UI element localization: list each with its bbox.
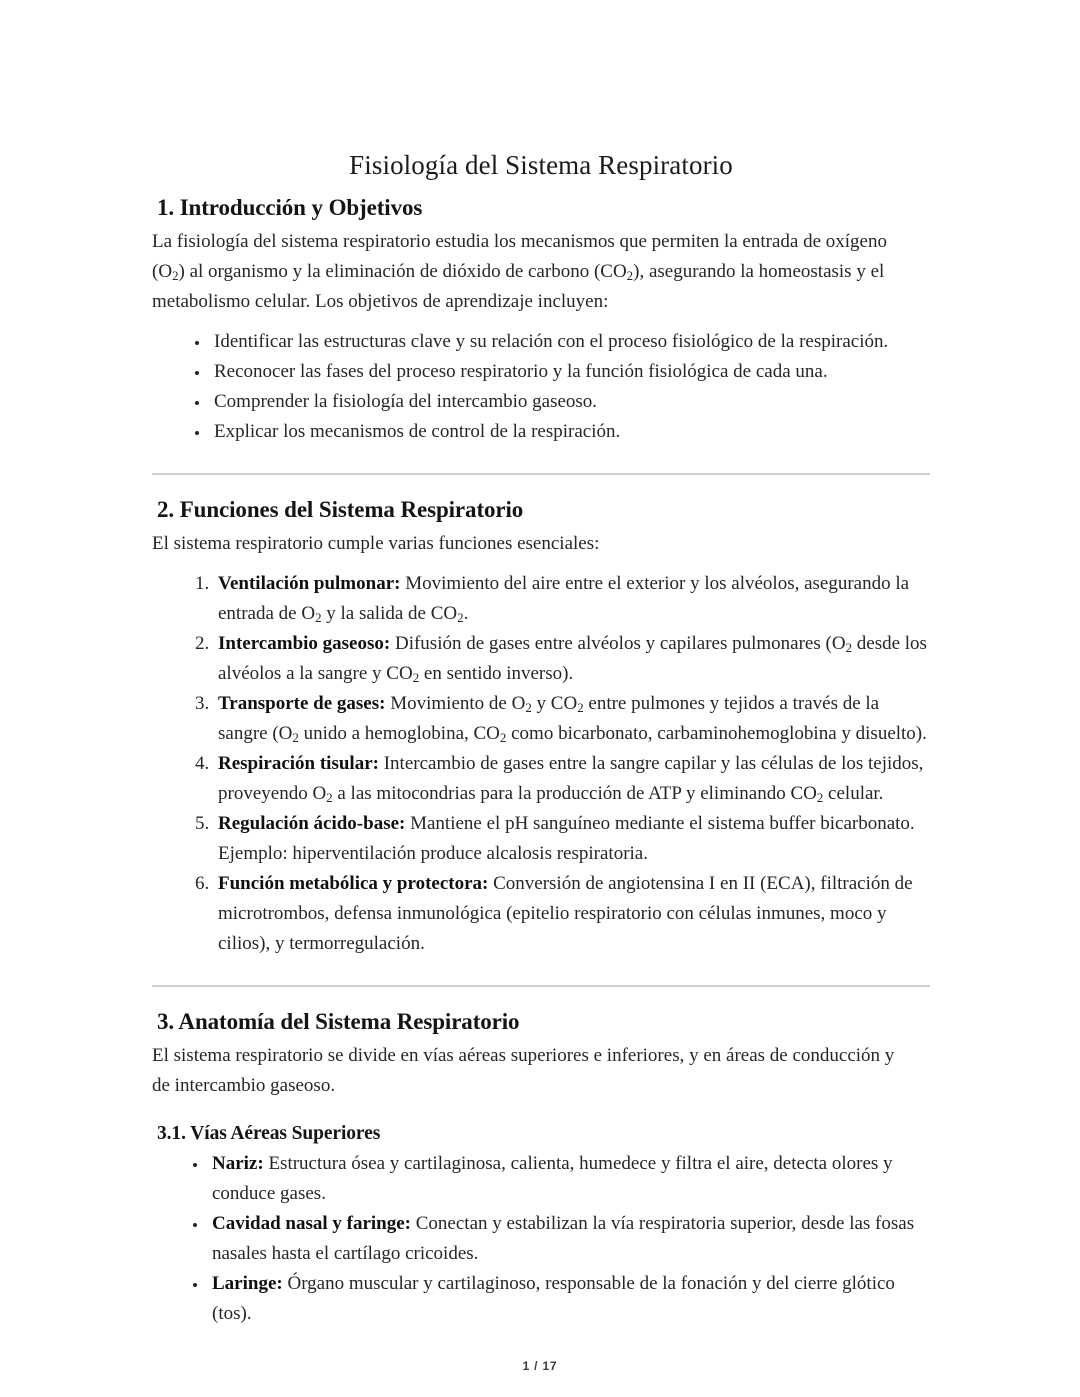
list-item-text: Estructura ósea y cartilaginosa, calienta, humedece y filtra el aire, detecta olores y conduce gases. (212, 1153, 893, 1204)
list-item (214, 569, 930, 629)
list-item-term: Respiración tisular: (218, 753, 379, 774)
list-item-text-2: y CO (531, 693, 578, 714)
list-item (214, 749, 930, 809)
list-item (214, 689, 930, 749)
subscript-co2: 2 (412, 669, 420, 685)
list-item-term: Transporte de gases: (218, 693, 386, 714)
subscript-o2: 2 (326, 789, 333, 805)
list-item (208, 1209, 930, 1269)
list-item (214, 869, 930, 959)
intro-text-part-2: ) al organismo y la eliminación de dióxido de carbono (CO (178, 261, 627, 282)
subscript-o2: 2 (525, 699, 532, 715)
list-item-text-2: a las mitocondrias para la producción de ATP y eliminando CO (332, 783, 817, 804)
list-item: • Comprender la fisiología del intercambio gaseoso. (210, 387, 910, 417)
list-item (208, 1269, 930, 1329)
list-item-text-3: celular. (823, 783, 884, 804)
intro-text-part-3: ), asegurando la homeostasis y el metabolismo celular. Los objetivos de aprendizaje incluyen: (152, 261, 885, 312)
intro-text-part-1: La fisiología del sistema respiratorio estudia los mecanismos que permiten la entrada de oxígeno (O (152, 231, 887, 282)
subscript-co2-1: 2 (626, 267, 634, 283)
functions-list (152, 569, 930, 959)
list-item-term: Ventilación pulmonar: (218, 573, 401, 594)
objectives-list (152, 327, 910, 447)
section-3-intro-paragraph: El sistema respiratorio se divide en vías aéreas superiores e inferiores, y en áreas de conducción y de intercambio gaseoso. (152, 1045, 895, 1096)
list-item: • Explicar los mecanismos de control de la respiración. (210, 417, 910, 447)
subscript-o2-1: 2 (172, 267, 179, 283)
list-item-text-1: Difusión de gases entre alvéolos y capilares pulmonares (O (390, 633, 846, 654)
list-item-text-1: Mantiene el pH sanguíneo mediante el sistema buffer bicarbonato. Ejemplo: hiperventilación produce alcalosis respiratoria. (218, 813, 915, 864)
list-item-term: Nariz: (212, 1153, 264, 1174)
list-item-text-3: entre pulmones y tejidos a través de la sangre (O (218, 693, 880, 744)
list-item-text-5: como bicarbonato, carbaminohemoglobina y disuelto). (506, 723, 927, 744)
section-2-intro-paragraph: El sistema respiratorio cumple varias funciones esenciales: (152, 533, 600, 554)
subscript-o2-b: 2 (292, 729, 299, 745)
list-item-text-3: en sentido inverso). (419, 663, 574, 684)
list-item-term: Regulación ácido-base: (218, 813, 406, 834)
subscript-co2: 2 (816, 789, 824, 805)
list-item (214, 629, 930, 689)
section-heading-funciones: 2. Funciones del Sistema Respiratorio (157, 497, 524, 522)
list-item-term: Función metabólica y protectora: (218, 873, 489, 894)
list-item (208, 1149, 930, 1209)
section-heading-anatomia: 3. Anatomía del Sistema Respiratorio (157, 1009, 520, 1034)
page-title: Fisiología del Sistema Respiratorio (349, 150, 733, 180)
subscript-co2: 2 (457, 609, 464, 625)
list-item-text-1: Intercambio de gases entre la sangre capilar y las células de los tejidos, proveyendo O (218, 753, 924, 804)
section-heading-introduccion: 1. Introducción y Objetivos (157, 195, 423, 220)
list-item: • Identificar las estructuras clave y su relación con el proceso fisiológico de la respiración. (210, 327, 910, 357)
section-1-intro-paragraph (152, 227, 904, 317)
list-item-term: Cavidad nasal y faringe: (212, 1213, 411, 1234)
upper-airways-list (152, 1149, 930, 1329)
subscript-co2: 2 (577, 699, 584, 715)
list-item: • Reconocer las fases del proceso respiratorio y la función fisiológica de cada una. (210, 357, 910, 387)
page-number-footer: 1 / 17 (522, 1359, 558, 1373)
list-item-text-1: Movimiento del aire entre el exterior y los alvéolos, asegurando la entrada de O (218, 573, 910, 624)
list-item-term: Laringe: (212, 1273, 283, 1294)
subscript-co2-b: 2 (499, 729, 507, 745)
list-item-text-1: Conversión de angiotensina I en II (ECA), filtración de microtrombos, defensa inmunológica (epitelio respiratorio con células inmunes, moco y cilios), y termorregulación. (218, 873, 913, 954)
list-item-text-2: y la salida de CO (321, 603, 458, 624)
subsection-heading-vias-aereas-superiores: 3.1. Vías Aéreas Superiores (157, 1123, 381, 1144)
subscript-o2: 2 (315, 609, 322, 625)
section-divider (152, 473, 930, 475)
list-item-text-2: desde los alvéolos a la sangre y CO (218, 633, 927, 684)
list-item-text-1: Movimiento de O (385, 693, 526, 714)
list-item-text-3: . (463, 603, 469, 624)
list-item (214, 809, 930, 869)
section-divider (152, 985, 930, 987)
subscript-o2: 2 (845, 639, 853, 655)
list-item-text-4: unido a hemoglobina, CO (298, 723, 500, 744)
list-item-text: Órgano muscular y cartilaginoso, responsable de la fonación y del cierre glótico (tos). (212, 1273, 895, 1324)
list-item-term: Intercambio gaseoso: (218, 633, 391, 654)
list-item-text: Conectan y estabilizan la vía respiratoria superior, desde las fosas nasales hasta el cartílago cricoides. (212, 1213, 915, 1264)
